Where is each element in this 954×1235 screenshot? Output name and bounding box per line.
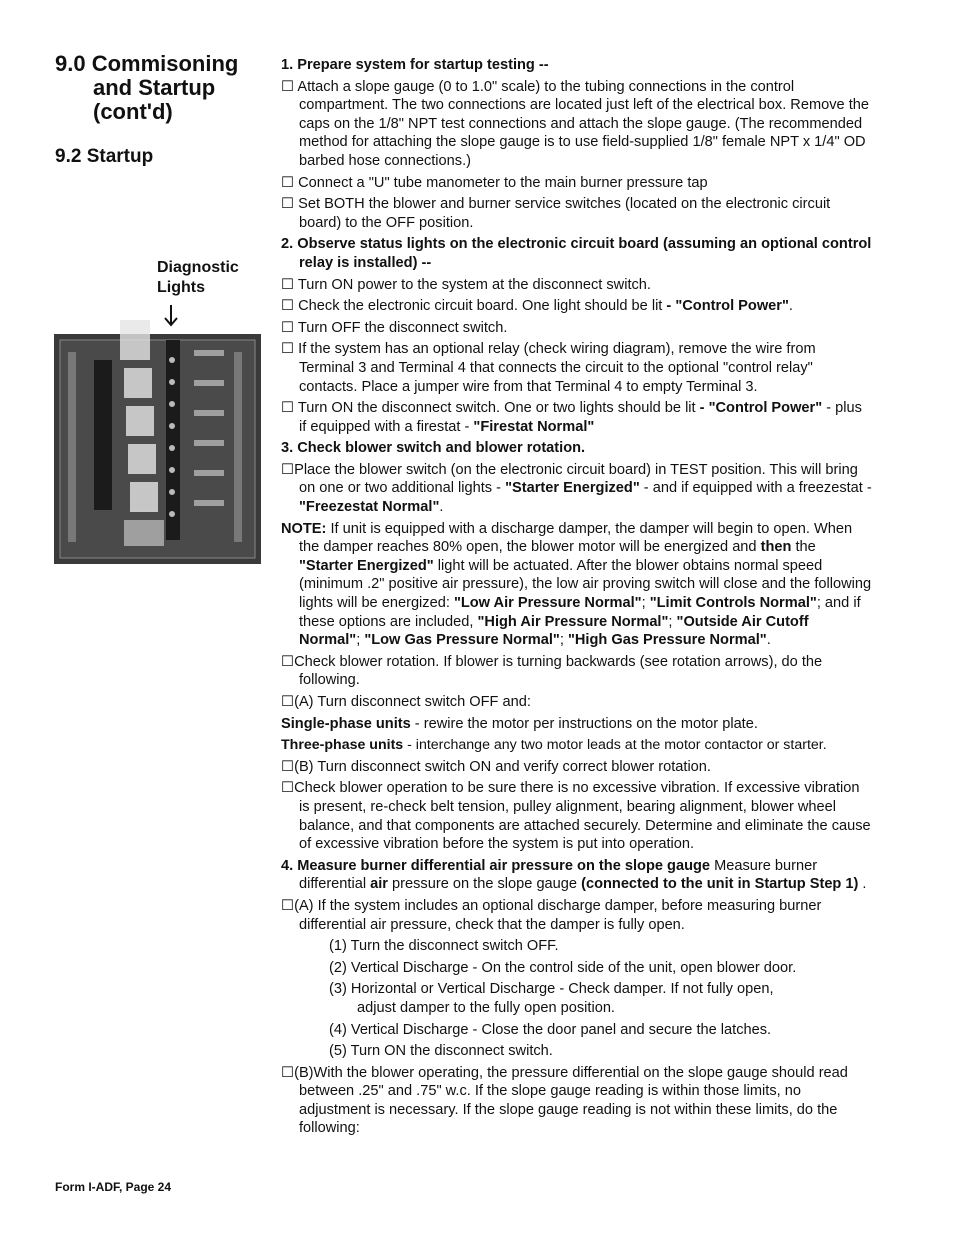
text: - rewire the motor per instructions on the motor plate. [410, 715, 758, 732]
step-4-sub-2: (2) Vertical Discharge - On the control side of the unit, open blower door. [329, 959, 797, 976]
page-footer: Form I-ADF, Page 24 [55, 1180, 172, 1194]
step-4-sub-3: (3) Horizontal or Vertical Discharge - Check damper. If not fully open, [329, 981, 774, 998]
text: If unit is equipped with a discharge damper, the damper will begin to open. When the damper reaches 80% open, the blower motor will be energized and [299, 520, 853, 556]
step-4-sub-5: (5) Turn ON the disconnect switch. [329, 1043, 553, 1060]
three-phase-line [281, 736, 873, 755]
note-paragraph [281, 520, 873, 650]
step-4-sub-3-cont: adjust damper to the fully open position. [357, 999, 615, 1016]
step-4-item-a: ☐(A) If the system includes an optional discharge damper, before measuring burner differential air pressure, check that the damper is fully open. [281, 897, 822, 933]
text-bold: - "Control Power" [666, 298, 789, 315]
text: light will be actuated. After the blower obtains normal speed (minimum .2" positive air pressure), the low air proving switch will close and the following lights will be energized: [299, 557, 872, 612]
text: ; [668, 613, 677, 630]
text: ☐Place the blower switch (on the electronic circuit board) in TEST position. This will bring on one or two additional lights - [281, 461, 858, 497]
single-phase-line [281, 715, 873, 734]
text-bold: Single-phase units [281, 715, 411, 732]
step-4-sub-4: (4) Vertical Discharge - Close the door panel and secure the latches. [329, 1021, 772, 1038]
text: - interchange any two motor leads at the motor contactor or starter. [403, 737, 827, 754]
figure-label-line-1: Diagnostic [157, 259, 239, 276]
text-bold: air [370, 876, 388, 893]
step-2-item-c: ☐ Turn OFF the disconnect switch. [281, 319, 508, 336]
step-3-item-a [281, 461, 873, 517]
text: ; and if these options are included, [299, 595, 861, 630]
text-bold: "Low Gas Pressure Normal" [364, 632, 560, 649]
step-4-sub-1: (1) Turn the disconnect switch OFF. [329, 938, 559, 955]
title-line-3: (cont'd) [93, 99, 173, 124]
text-bold: then [760, 539, 792, 556]
text-bold: "Limit Controls Normal" [649, 595, 817, 612]
text-bold: "Firestat Normal" [473, 418, 595, 435]
section-title [55, 52, 265, 124]
step-3-item-d: ☐(B) Turn disconnect switch ON and verify correct blower rotation. [281, 758, 711, 775]
step-2-heading: 2. Observe status lights on the electronic circuit board (assuming an optional control relay is installed) -- [281, 236, 872, 271]
step-1-item-b: ☐ Connect a "U" tube manometer to the main burner pressure tap [281, 174, 708, 191]
text: ; [356, 632, 365, 649]
text-bold: "Low Air Pressure Normal" [453, 595, 642, 612]
step-3-item-b: ☐Check blower rotation. If blower is turning backwards (see rotation arrows), do the following. [281, 653, 823, 689]
text-bold: (connected to the unit in Startup Step 1) [581, 876, 859, 893]
step-2-item-e [281, 399, 873, 436]
step-4-heading [281, 857, 873, 894]
text-bold: "Outside Air Cutoff Normal" [299, 613, 809, 649]
text-bold: "Starter Energized" [505, 480, 640, 497]
text: ☐ Check the electronic circuit board. One light should be lit [281, 298, 667, 315]
text: Measure burner differential [299, 857, 818, 893]
text-bold: "Starter Energized" [299, 557, 434, 574]
left-column [55, 52, 265, 168]
text: ; [559, 632, 568, 649]
text-bold: "Freezestat Normal" [299, 499, 440, 516]
text-bold: - "Control Power" [699, 400, 823, 417]
circuit-board-photo [54, 320, 261, 564]
text-bold: "High Gas Pressure Normal" [567, 632, 767, 649]
step-3-heading: 3. Check blower switch and blower rotation. [281, 440, 586, 457]
step-3-item-c: ☐(A) Turn disconnect switch OFF and: [281, 694, 531, 710]
step-4-item-b: ☐(B)With the blower operating, the pressure differential on the slope gauge should read between .25" and .75" w.c. If the slope gauge reading is within those limits, no adjustment is necessary. If the slope gauge reading is not within these limits, do the following: [281, 1064, 848, 1137]
step-3-item-e: ☐Check blower operation to be sure there is no excessive vibration. If excessive vibration is present, re-check belt tension, pulley alignment, bearing alignment, blower wheel balance, and that components are attached securely. Determine and eliminate the cause of excessive vibration before the system is put into operation. [281, 780, 871, 853]
step-2-item-a: ☐ Turn ON power to the system at the disconnect switch. [281, 276, 651, 293]
text: . [439, 499, 444, 516]
step-2-item-d: ☐ If the system has an optional relay (check wiring diagram), remove the wire from Terminal 3 and Terminal 4 that connects the circuit to the optional "control relay" contacts. Place a jumper wire from that Terminal 4 to empty Terminal 3. [281, 341, 816, 395]
subsection-title: 9.2 Startup [55, 146, 154, 167]
figure-label-line-2: Lights [157, 279, 205, 296]
step-1-item-a: ☐ Attach a slope gauge (0 to 1.0" scale) to the tubing connections in the control compartment. The two connections are located just left of the electrical box. Remove the caps on the 1/8" NPT test connections and attach the slope gauge. (The recommended method for attaching the slope gauge is to use field-supplied 1/8" female NPT x 1/4" OD barbed hose connections.) [281, 78, 869, 169]
text: - and if equipped with a freezestat - [639, 480, 872, 497]
step-1-item-c: ☐ Set BOTH the blower and burner service switches (located on the electronic circuit board) to the OFF position. [281, 196, 831, 231]
note-label: NOTE: [281, 520, 327, 537]
text: . [766, 632, 771, 649]
step-2-item-b [281, 297, 873, 316]
text-bold: "High Air Pressure Normal" [477, 613, 669, 630]
text: . [788, 298, 793, 315]
title-line-1: 9.0 Commisoning [55, 51, 239, 76]
title-line-2: and Startup [93, 75, 216, 100]
text-bold: Three-phase units [281, 737, 404, 754]
text: . [858, 876, 867, 893]
text-bold: 4. Measure burner differential air pressure on the slope gauge [281, 857, 711, 874]
text: ; [641, 595, 650, 612]
step-1-heading: 1. Prepare system for startup testing -- [281, 57, 549, 73]
text: ☐ Turn ON the disconnect switch. One or two lights should be lit [281, 400, 700, 417]
figure-label [157, 258, 239, 298]
text: pressure on the slope gauge [387, 876, 582, 893]
text: - plus if equipped with a firestat - [299, 400, 862, 435]
instructions-column [281, 56, 873, 1141]
text: the [791, 539, 816, 556]
